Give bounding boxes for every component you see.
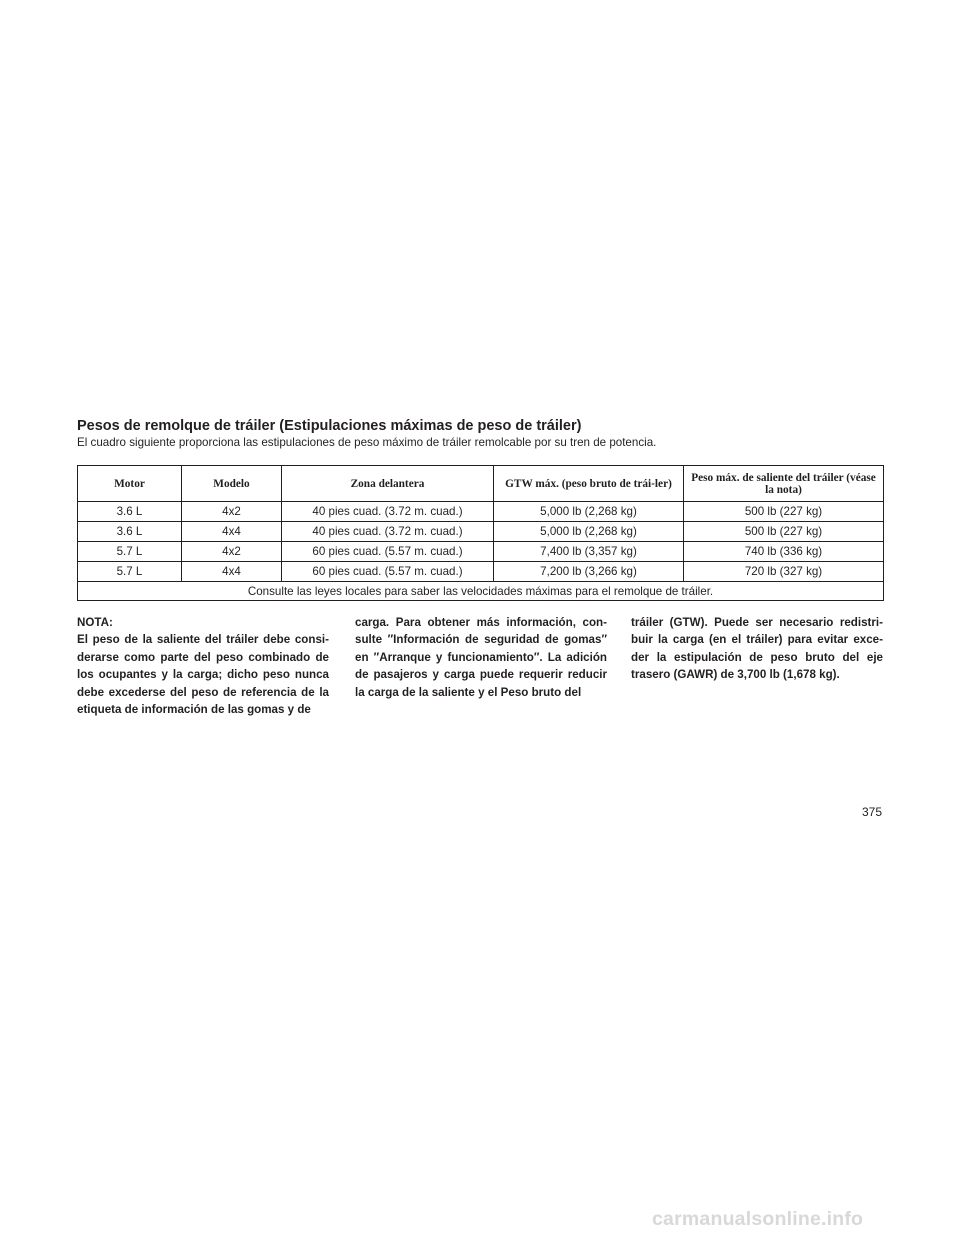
table-row <box>78 502 884 522</box>
cell-gtw-max: 5,000 lb (2,268 kg) <box>494 502 684 522</box>
page-number: 375 <box>862 805 883 819</box>
note-text-3: tráiler (GTW). Puede ser necesario redistri-buir la carga (en el tráiler) para evitar exce-der la estipulación de peso bruto del eje trasero (GAWR) de 3,700 lb (1,678 kg). <box>631 616 883 682</box>
cell-zona-delantera: 60 pies cuad. (5.57 m. cuad.) <box>282 542 494 562</box>
note-column-3 <box>631 614 883 684</box>
table-header-row <box>78 466 884 502</box>
table-footer-row <box>78 582 884 601</box>
cell-gtw-max: 5,000 lb (2,268 kg) <box>494 522 684 542</box>
cell-modelo: 4x4 <box>182 522 282 542</box>
table-footer-note: Consulte las leyes locales para saber las velocidades máximas para el remolque de tráiler. <box>78 582 884 601</box>
cell-zona-delantera: 40 pies cuad. (3.72 m. cuad.) <box>282 522 494 542</box>
trailer-weight-table <box>77 465 884 601</box>
note-column-2 <box>355 614 607 701</box>
cell-peso-saliente: 500 lb (227 kg) <box>684 502 884 522</box>
header-gtw-max: GTW máx. (peso bruto de trái-ler) <box>494 466 684 502</box>
table-row <box>78 542 884 562</box>
cell-motor: 3.6 L <box>78 522 182 542</box>
cell-modelo: 4x2 <box>182 502 282 522</box>
cell-zona-delantera: 60 pies cuad. (5.57 m. cuad.) <box>282 562 494 582</box>
header-modelo: Modelo <box>182 466 282 502</box>
cell-gtw-max: 7,200 lb (3,266 kg) <box>494 562 684 582</box>
cell-peso-saliente: 740 lb (336 kg) <box>684 542 884 562</box>
watermark: carmanualsonline.info <box>652 1208 864 1230</box>
cell-motor: 3.6 L <box>78 502 182 522</box>
cell-motor: 5.7 L <box>78 562 182 582</box>
cell-modelo: 4x4 <box>182 562 282 582</box>
cell-motor: 5.7 L <box>78 542 182 562</box>
note-text-2: carga. Para obtener más información, con-sulte ″Información de seguridad de gomas″ en ″Arranque y funcionamiento″. La adición de pasajeros y carga puede requerir reducir la carga de la saliente y el Peso bruto del <box>355 616 607 699</box>
table-row <box>78 522 884 542</box>
note-label: NOTA: <box>77 616 113 629</box>
cell-gtw-max: 7,400 lb (3,357 kg) <box>494 542 684 562</box>
header-motor: Motor <box>78 466 182 502</box>
cell-zona-delantera: 40 pies cuad. (3.72 m. cuad.) <box>282 502 494 522</box>
table-row <box>78 562 884 582</box>
cell-peso-saliente: 500 lb (227 kg) <box>684 522 884 542</box>
section-intro: El cuadro siguiente proporciona las estipulaciones de peso máximo de tráiler remolcable por su tren de potencia. <box>77 436 657 449</box>
note-column-1 <box>77 614 329 718</box>
cell-peso-saliente: 720 lb (327 kg) <box>684 562 884 582</box>
header-peso-saliente: Peso máx. de saliente del tráiler (véase la nota) <box>684 466 884 502</box>
cell-modelo: 4x2 <box>182 542 282 562</box>
header-zona-delantera: Zona delantera <box>282 466 494 502</box>
note-text-1: El peso de la saliente del tráiler debe consi-derarse como parte del peso combinado de los ocupantes y la carga; dicho peso nunca debe excederse del peso de referencia de la etiqueta de información de las gomas y de <box>77 633 329 717</box>
section-title: Pesos de remolque de tráiler (Estipulaciones máximas de peso de tráiler) <box>77 418 582 434</box>
